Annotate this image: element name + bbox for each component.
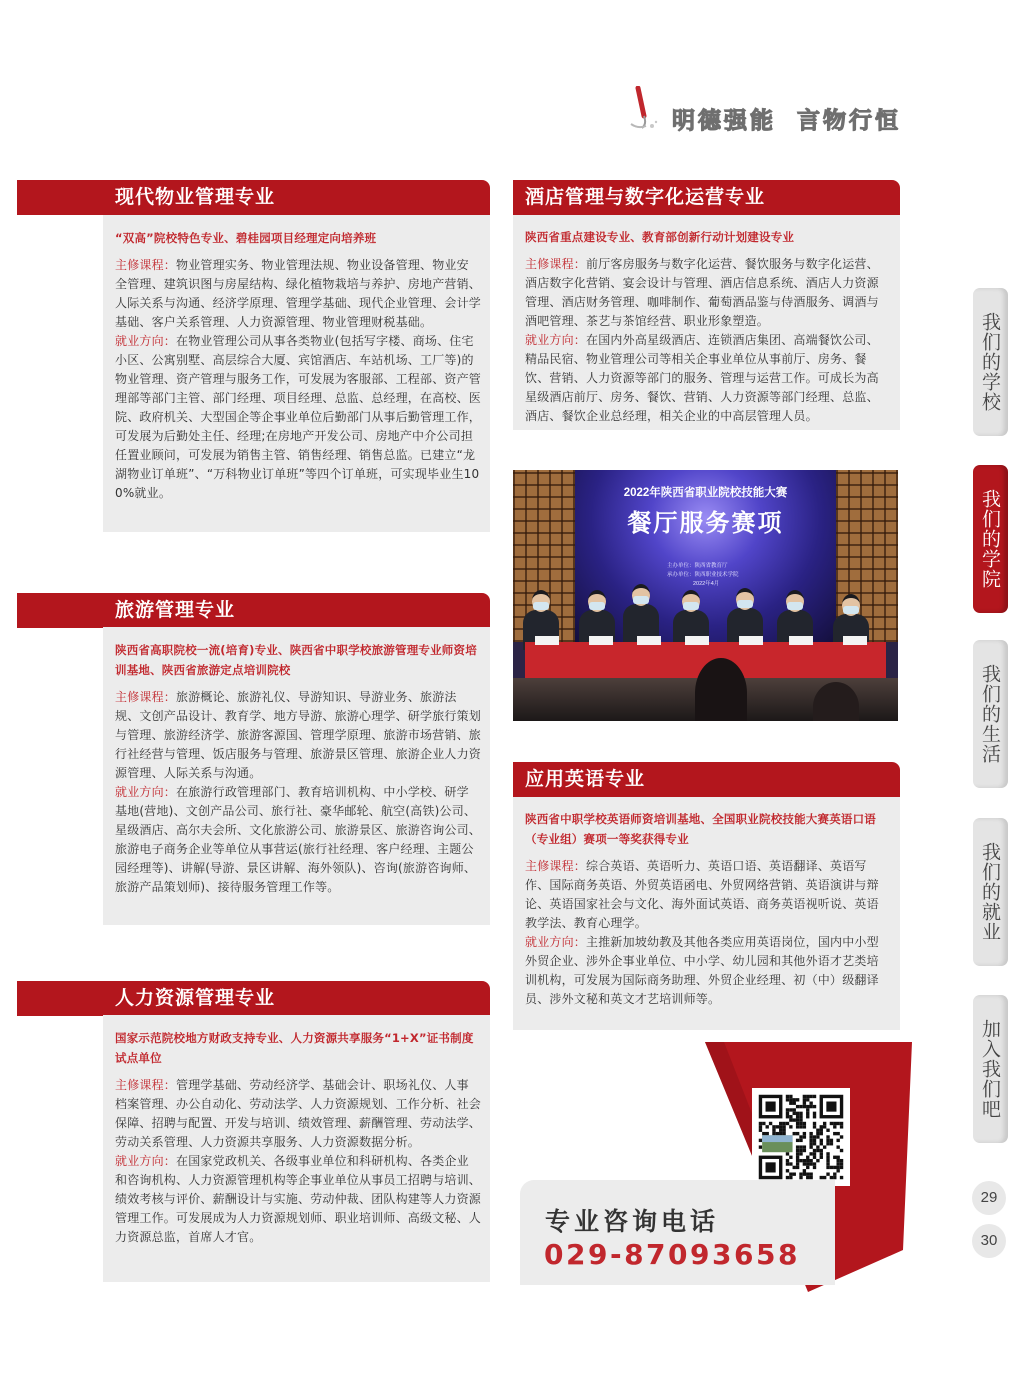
major-title: 旅游管理专业 — [115, 599, 236, 621]
major-subtitle: 陕西省高职院校一流(培育)专业、陕西省中职学校旅游管理专业师资培训基地、陕西省旅游定点培训院校 — [115, 643, 477, 677]
courses-text: 旅游概论、旅游礼仪、导游知识、导游业务、旅游法规、文创产品设计、教育学、地方导游、旅游心理学、研学旅行策划与管理、旅游经济学、旅游客源国、管理学原理、旅游市场营销、旅行社经营与管理、饭店服务与管理、旅游景区管理、旅游企业人力资源管理、人际关系与沟通。 — [115, 690, 482, 780]
contact-label: 专业咨询电话 — [545, 1207, 720, 1236]
major-subtitle: “双高”院校特色专业、碧桂园项目经理定向培养班 — [115, 231, 377, 245]
photo-name-card — [637, 636, 661, 645]
courses-text: 管理学基础、劳动经济学、基础会计、职场礼仪、人事档案管理、办公自动化、劳动法学、人力资源规划、工作分析、社会保障、招聘与配置、开发与培训、绩效管理、薪酬管理、劳动法学、劳动关系管理、人力资源共享服务、人力资源数据分析。 — [115, 1078, 482, 1149]
side-tab-label: 我们的学院 — [979, 489, 1001, 589]
photo-name-card — [589, 636, 613, 645]
courses-label: 主修课程： — [525, 859, 587, 873]
page-number-left: 29 — [972, 1181, 1006, 1215]
courses-label: 主修课程： — [115, 690, 177, 704]
contact-panel — [520, 1180, 835, 1285]
courses-text: 前厅客房服务与数字化运营、餐饮服务与数字化运营、酒店数字化营销、宴会设计与管理、酒店信息系统、酒店人力资源管理、酒店财务管理、咖啡制作、葡萄酒品鉴与侍酒服务、调酒与酒吧管理、茶艺与茶馆经营、职业形象塑造。 — [525, 257, 879, 328]
major-panel — [103, 215, 490, 532]
major-subtitle: 国家示范院校地方财政支持专业、人力资源共享服务“1+X”证书制度试点单位 — [115, 1031, 474, 1065]
courses-label: 主修课程： — [525, 257, 587, 271]
side-tab-our-college[interactable] — [973, 465, 1008, 613]
photo-name-card — [739, 636, 763, 645]
major-title-bar — [17, 981, 490, 1016]
major-title-bar — [17, 593, 490, 628]
photo-banner-title: 2022年陕西省职业院校技能大赛 — [623, 487, 788, 499]
jobs-paragraph — [525, 933, 890, 1009]
photo-name-card — [843, 636, 867, 645]
photo-banner-event: 餐厅服务赛项 — [627, 510, 784, 537]
major-title: 酒店管理与数字化运营专业 — [525, 186, 766, 208]
side-tab-label: 我们的就业 — [979, 842, 1001, 942]
jobs-label: 就业方向： — [115, 1154, 177, 1168]
major-panel — [103, 1015, 490, 1282]
major-title: 现代物业管理专业 — [115, 186, 276, 208]
courses-label: 主修课程： — [115, 258, 177, 272]
major-subtitle: 陕西省重点建设专业、教育部创新行动计划建设专业 — [525, 230, 795, 244]
jobs-text: 在旅游行政管理部门、教育培训机构、中小学校、研学基地(营地)、文创产品公司、旅行社、豪华邮轮、航空(高铁)公司、星级酒店、高尔夫会所、文化旅游公司、旅游景区、旅游咨询公司、旅游电子商务企业等单位从事营运(旅行社经理、客户经理、主题公园经理等)、讲解(导游、景区讲解、海外领队)、咨询(旅游咨询师、旅游产品策划师)、接待服务管理工作等。 — [115, 785, 482, 894]
side-tab-join-us[interactable] — [973, 995, 1008, 1143]
contact-phone-number: 029-87093658 — [544, 1238, 800, 1271]
slogan-right: 言物行恒 — [797, 107, 901, 134]
major-title-bar — [513, 180, 900, 215]
side-tab-our-school[interactable] — [973, 288, 1008, 436]
page-number-right: 30 — [972, 1224, 1006, 1258]
photo-audience-head — [695, 658, 747, 721]
photo-name-card — [685, 636, 709, 645]
jobs-text: 在国家党政机关、各级事业单位和科研机构、各类企业和咨询机构、人力资源管理机构等企事业单位从事员工招聘与培训、绩效考核与评价、薪酬设计与实施、劳动仲裁、团队构建等人力资源管理工作。可发展成为人力资源规划师、职业培训师、高级文秘、人力资源总监，首席人才官。 — [115, 1154, 482, 1244]
jobs-paragraph — [115, 1152, 481, 1247]
side-tab-label: 加入我们吧 — [979, 1019, 1001, 1119]
photo-banner-host: 主办单位：陕西省教育厅 — [667, 563, 728, 569]
slogan-left: 明德强能 — [672, 107, 776, 134]
courses-label: 主修课程： — [115, 1078, 177, 1092]
major-subtitle: 陕西省中职学校英语师资培训基地、全国职业院校技能大赛英语口语（专业组）赛项一等奖获得专业 — [525, 812, 876, 846]
photo-name-card — [535, 636, 559, 645]
photo-banner-organizer: 承办单位：陕西职业技术学院 — [667, 572, 739, 578]
major-title: 人力资源管理专业 — [115, 987, 276, 1009]
courses-text: 物业管理实务、物业管理法规、物业设备管理、物业安全管理、建筑识图与房屋结构、绿化植物栽培与养护、房地产营销、人际关系与沟通、经济学原理、管理学基础、现代企业管理、会计学基础、客户关系管理、人力资源管理、物业管理财税基础。 — [115, 258, 482, 329]
jobs-label: 就业方向： — [525, 333, 587, 347]
courses-paragraph — [115, 256, 481, 332]
photo-banner-date: 2022年4月 — [693, 581, 720, 587]
courses-text: 综合英语、英语听力、英语口语、英语翻译、英语写作、国际商务英语、外贸英语函电、外贸网络营销、英语演讲与辩论、英语国家社会与文化、海外面试英语、商务英语视听说、英语教学法、教育心理学。 — [525, 859, 879, 930]
jobs-paragraph — [115, 783, 481, 897]
jobs-label: 就业方向： — [525, 935, 587, 949]
competition-photo — [513, 470, 898, 721]
photo-name-card — [789, 636, 813, 645]
side-tab-label: 我们的学校 — [979, 312, 1001, 412]
major-title-bar — [513, 762, 900, 797]
courses-paragraph — [115, 688, 481, 783]
major-panel — [103, 627, 490, 925]
courses-paragraph — [525, 857, 890, 933]
major-panel — [513, 797, 900, 1030]
major-title: 应用英语专业 — [525, 768, 646, 790]
jobs-paragraph — [525, 331, 890, 426]
major-title-bar — [17, 180, 490, 215]
jobs-text: 在国内外高星级酒店、连锁酒店集团、高端餐饮公司、精品民宿、物业管理公司等相关企事业单位从事前厅、房务、餐饮、营销、人力资源等部门的服务、管理与运营工作。可成长为高星级酒店前厅、房务、餐饮、营销、人力资源等部门经理、总监、酒店、餐饮企业总经理，相关企业的中高层管理人员。 — [525, 333, 879, 423]
side-tab-our-employment[interactable] — [973, 818, 1008, 966]
qr-code — [752, 1088, 850, 1186]
jobs-label: 就业方向： — [115, 785, 177, 799]
photo-person — [621, 584, 661, 644]
jobs-label: 就业方向： — [115, 334, 177, 348]
side-tab-label: 我们的生活 — [979, 664, 1001, 764]
brush-icon — [628, 86, 668, 132]
side-tab-our-life[interactable] — [973, 640, 1008, 788]
qr-code-image — [752, 1088, 850, 1186]
jobs-paragraph — [115, 332, 481, 503]
courses-paragraph — [115, 1076, 481, 1152]
courses-paragraph — [525, 255, 890, 331]
major-panel — [513, 215, 900, 430]
jobs-text: 在物业管理公司从事各类物业(包括写字楼、商场、住宅小区、公寓别墅、高层综合大厦、宾馆酒店、车站机场、工厂等)的物业管理、资产管理与服务工作，可发展为客服部、工程部、资产管理部等部门主管、部门经理、项目经理、总监、总经理，在高校、医院、政府机关、大型国企等企事业单位后勤部门从事后勤管理工作，可发展为后勤处主任、经理;在房地产开发公司、房地产中介公司担任置业顾问，可发展为销售主管、销售经理、销售总监。已建立“龙湖物业订单班”、“万科物业订单班”等四个订单班，可实现毕业生100%就业。 — [115, 334, 482, 500]
jobs-text: 主推新加坡幼教及其他各类应用英语岗位，国内中小型外贸企业、涉外企事业单位、中小学、幼儿园和其他外语才艺类培训机构，可发展为国际商务助理、外贸企业经理、初（中）级翻译员、涉外文秘和英文才艺培训师等。 — [525, 935, 879, 1006]
